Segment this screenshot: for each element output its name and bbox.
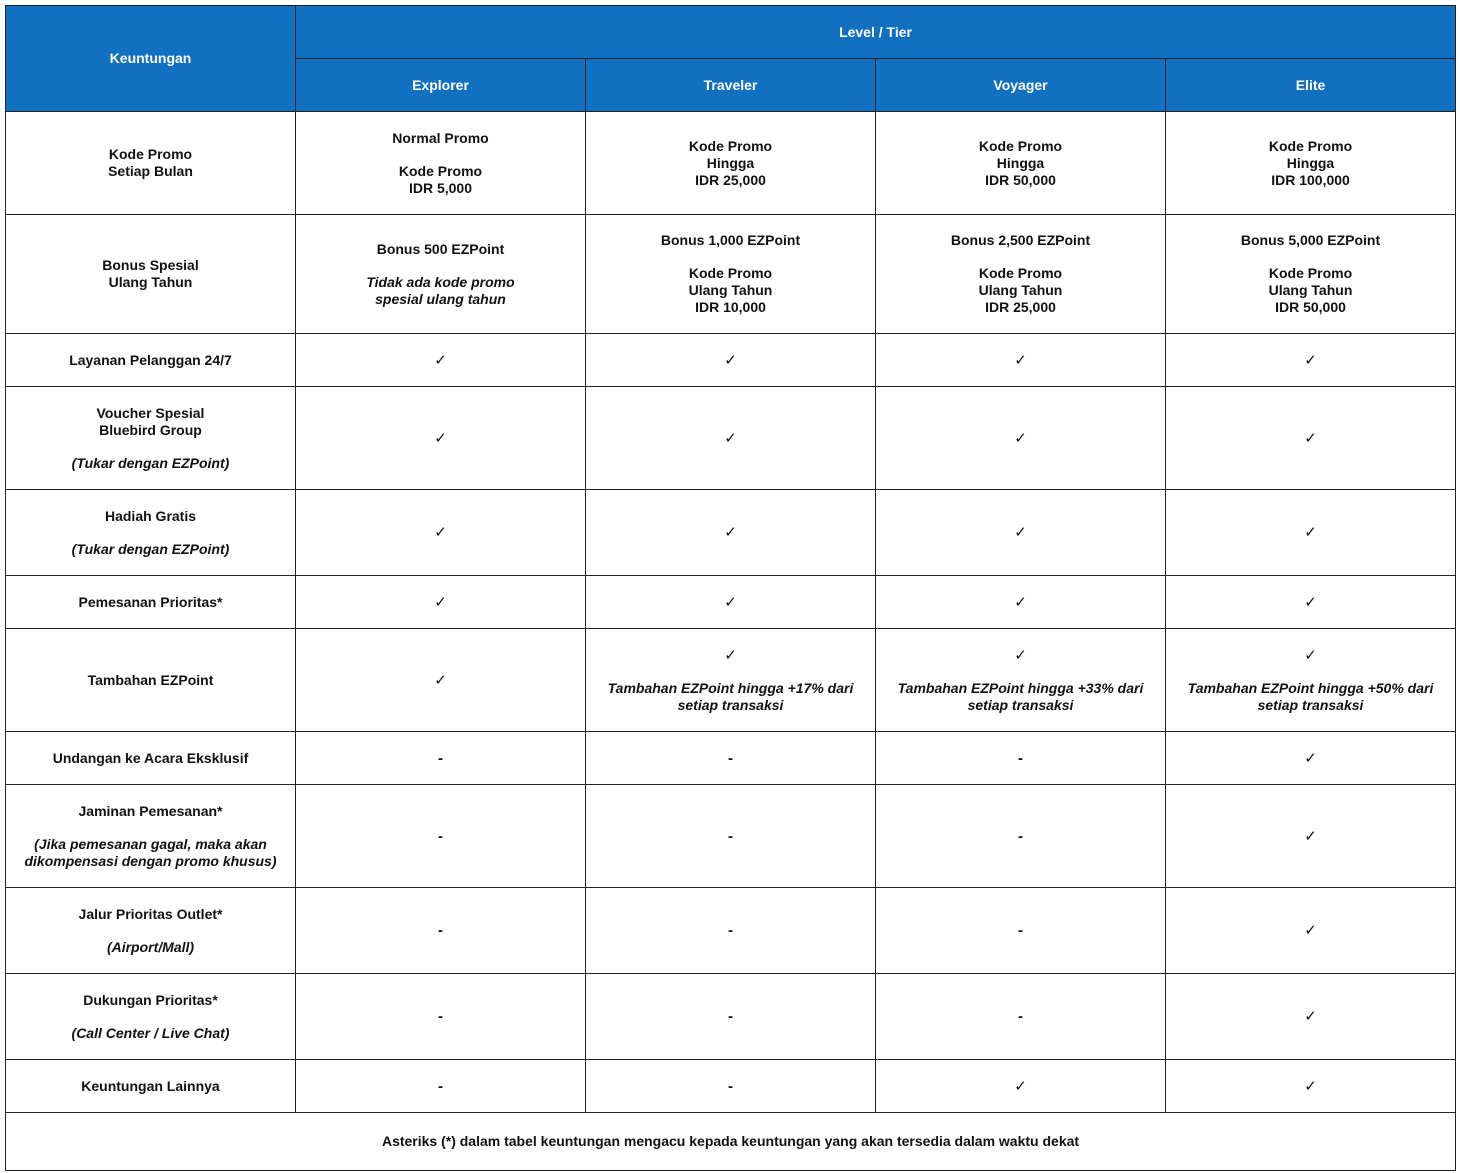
spacer [880, 249, 1161, 265]
spacer [10, 923, 291, 939]
benefit-cell [6, 629, 296, 732]
benefit-cell [6, 732, 296, 785]
benefit-cell [6, 215, 296, 334]
text-line: Hadiah Gratis [104, 507, 197, 524]
table-row [6, 1060, 1456, 1113]
checkmark-icon: ✓ [1014, 351, 1027, 369]
tier-cell-voyager [876, 629, 1166, 732]
benefit-cell [6, 387, 296, 490]
checkmark-icon: ✓ [1014, 524, 1027, 541]
checkmark-icon: ✓ [724, 593, 737, 611]
not-available-mark: - [438, 922, 443, 939]
tier-cell-voyager [876, 576, 1166, 629]
text-line: Layanan Pelanggan 24/7 [69, 351, 232, 368]
text-line: Ulang Tahun [108, 274, 193, 290]
not-available-mark: - [1018, 749, 1023, 767]
tier-cell-explorer [296, 387, 586, 490]
note-line: (Call Center / Live Chat) [71, 1024, 230, 1041]
note-line: Tambahan EZPoint hingga +50% dari [1187, 679, 1434, 696]
text-line: IDR 50,000 [1275, 299, 1346, 315]
spacer [880, 664, 1161, 680]
tier-cell-traveler [586, 888, 876, 974]
checkmark-icon: ✓ [1014, 429, 1027, 447]
checkmark-icon: ✓ [724, 646, 737, 664]
tier-cell-elite [1166, 732, 1456, 785]
text-line: Setiap Bulan [108, 163, 193, 179]
text-line: IDR 25,000 [985, 299, 1056, 315]
checkmark-icon: ✓ [1304, 749, 1317, 767]
not-available-mark: - [438, 1008, 443, 1025]
tier-cell-elite [1166, 112, 1456, 215]
spacer [300, 147, 581, 163]
tier-cell-voyager [876, 1060, 1166, 1113]
tier-cell-voyager [876, 490, 1166, 576]
tier-cell-explorer [296, 732, 586, 785]
note-line: (Airport/Mall) [106, 938, 195, 955]
footnote: Asteriks (*) dalam tabel keuntungan mengacu kepada keuntungan yang akan tersedia dalam waktu dekat [6, 1113, 1456, 1171]
text-line: Jaminan Pemesanan* [78, 802, 223, 819]
tier-cell-explorer [296, 112, 586, 215]
checkmark-icon: ✓ [1304, 351, 1317, 369]
text-line: Bonus 500 EZPoint [376, 240, 505, 257]
tier-cell-voyager [876, 888, 1166, 974]
note-line: dikompensasi dengan promo khusus) [24, 852, 277, 869]
table-row [6, 387, 1456, 490]
spacer [1170, 249, 1451, 265]
not-available-mark: - [438, 827, 443, 845]
text-line: Bonus 1,000 EZPoint [660, 232, 801, 248]
table-row [6, 112, 1456, 215]
benefit-cell [6, 112, 296, 215]
text-line: Kode Promo [398, 162, 483, 179]
tier-cell-elite [1166, 387, 1456, 490]
note-line: setiap transaksi [677, 696, 784, 713]
note-line: (Tukar dengan EZPoint) [71, 540, 230, 557]
tier-cell-explorer [296, 576, 586, 629]
text-line: Bonus 5,000 EZPoint [1240, 232, 1381, 248]
text-line: Ulang Tahun [1268, 282, 1353, 298]
tier-group-header: Level / Tier [296, 6, 1456, 59]
table-row [6, 974, 1456, 1060]
tier-cell-voyager [876, 974, 1166, 1060]
tier-cell-elite [1166, 974, 1456, 1060]
tier-header-voyager: Voyager [876, 59, 1166, 112]
not-available-mark: - [1018, 1008, 1023, 1025]
tier-benefits-table [5, 5, 1456, 1171]
text-line: Normal Promo [392, 129, 489, 146]
text-line: Kode Promo [108, 146, 193, 162]
text-line: Kode Promo [978, 265, 1063, 281]
tier-header-explorer: Explorer [296, 59, 586, 112]
spacer [590, 664, 871, 680]
tier-cell-traveler [586, 387, 876, 490]
checkmark-icon: ✓ [1014, 646, 1027, 664]
checkmark-icon: ✓ [434, 429, 447, 447]
table-row [6, 576, 1456, 629]
note-line: setiap transaksi [967, 696, 1074, 713]
tier-header-traveler: Traveler [586, 59, 876, 112]
text-line: IDR 100,000 [1271, 171, 1350, 188]
tier-cell-explorer [296, 1060, 586, 1113]
tier-cell-voyager [876, 334, 1166, 387]
table-row [6, 490, 1456, 576]
note-line: setiap transaksi [1257, 696, 1364, 713]
tier-cell-traveler [586, 576, 876, 629]
tier-cell-voyager [876, 732, 1166, 785]
tier-cell-explorer [296, 974, 586, 1060]
text-line: Tambahan EZPoint [87, 671, 214, 688]
checkmark-icon: ✓ [1304, 1008, 1317, 1025]
spacer [10, 525, 291, 541]
text-line: Ulang Tahun [978, 282, 1063, 298]
text-line: Dukungan Prioritas* [83, 991, 218, 1008]
spacer [10, 1009, 291, 1025]
checkmark-icon: ✓ [1304, 524, 1317, 541]
tier-cell-traveler [586, 490, 876, 576]
tier-cell-traveler [586, 629, 876, 732]
spacer [10, 820, 291, 836]
tier-header-elite: Elite [1166, 59, 1456, 112]
text-line: Kode Promo [688, 265, 773, 281]
text-line: Hingga [1286, 154, 1335, 171]
tier-cell-voyager [876, 112, 1166, 215]
tier-cell-explorer [296, 888, 586, 974]
tier-cell-elite [1166, 215, 1456, 334]
tier-cell-elite [1166, 576, 1456, 629]
tier-cell-elite [1166, 1060, 1456, 1113]
checkmark-icon: ✓ [434, 593, 447, 611]
checkmark-icon: ✓ [1304, 429, 1317, 447]
text-line: Bonus Spesial [102, 257, 199, 273]
text-line: Kode Promo [1268, 137, 1353, 154]
checkmark-icon: ✓ [724, 524, 737, 541]
tier-cell-elite [1166, 629, 1456, 732]
text-line: Jalur Prioritas Outlet* [78, 905, 223, 922]
note-line: Tambahan EZPoint hingga +33% dari [897, 679, 1144, 696]
note-line: Tambahan EZPoint hingga +17% dari [607, 679, 854, 696]
checkmark-icon: ✓ [1014, 593, 1027, 611]
table-row [6, 629, 1456, 732]
note-line: (Tukar dengan EZPoint) [71, 454, 230, 471]
note-line: (Jika pemesanan gagal, maka akan [34, 835, 267, 852]
not-available-mark: - [728, 827, 733, 845]
text-line: Kode Promo [978, 137, 1063, 154]
tier-cell-traveler [586, 974, 876, 1060]
tier-cell-traveler [586, 785, 876, 888]
tier-cell-explorer [296, 215, 586, 334]
tier-cell-voyager [876, 785, 1166, 888]
not-available-mark: - [1018, 922, 1023, 939]
checkmark-icon: ✓ [724, 429, 737, 447]
tier-cell-traveler [586, 732, 876, 785]
not-available-mark: - [728, 922, 733, 939]
table-row [6, 215, 1456, 334]
benefit-cell [6, 888, 296, 974]
tier-cell-traveler [586, 1060, 876, 1113]
text-line: Kode Promo [1268, 265, 1353, 281]
text-line: IDR 10,000 [695, 299, 766, 315]
not-available-mark: - [438, 1077, 443, 1095]
tier-cell-elite [1166, 334, 1456, 387]
text-line: Undangan ke Acara Eksklusif [52, 749, 249, 766]
not-available-mark: - [728, 749, 733, 767]
tier-cell-explorer [296, 334, 586, 387]
benefit-cell [6, 974, 296, 1060]
benefit-cell [6, 334, 296, 387]
not-available-mark: - [438, 749, 443, 767]
table-row [6, 888, 1456, 974]
text-line: Kode Promo [688, 137, 773, 154]
text-line: Ulang Tahun [688, 282, 773, 298]
text-line: IDR 50,000 [985, 171, 1056, 188]
spacer [590, 249, 871, 265]
tier-cell-traveler [586, 112, 876, 215]
tier-cell-elite [1166, 490, 1456, 576]
table-row [6, 785, 1456, 888]
checkmark-icon: ✓ [1304, 827, 1317, 845]
benefit-cell [6, 1060, 296, 1113]
table-row [6, 334, 1456, 387]
checkmark-icon: ✓ [1304, 922, 1317, 939]
text-line: Hingga [706, 154, 755, 171]
tier-cell-voyager [876, 387, 1166, 490]
tier-cell-traveler [586, 334, 876, 387]
benefit-column-header: Keuntungan [6, 6, 296, 112]
spacer [1170, 664, 1451, 680]
text-line: Voucher Spesial [96, 404, 205, 421]
text-line: IDR 5,000 [408, 179, 473, 196]
checkmark-icon: ✓ [434, 524, 447, 541]
checkmark-icon: ✓ [1304, 593, 1317, 611]
checkmark-icon: ✓ [1014, 1077, 1027, 1095]
text-line: Hingga [996, 154, 1045, 171]
not-available-mark: - [728, 1077, 733, 1095]
note-line: spesial ulang tahun [375, 290, 506, 307]
text-line: Pemesanan Prioritas* [78, 593, 223, 610]
text-line: Keuntungan Lainnya [81, 1077, 220, 1094]
note-line: Tidak ada kode promo [366, 273, 515, 290]
checkmark-icon: ✓ [434, 351, 447, 369]
benefit-cell [6, 576, 296, 629]
checkmark-icon: ✓ [724, 351, 737, 369]
spacer [300, 258, 581, 274]
text-line: Bonus 2,500 EZPoint [950, 232, 1091, 248]
text-line: IDR 25,000 [695, 171, 766, 188]
benefit-cell [6, 490, 296, 576]
checkmark-icon: ✓ [1304, 1077, 1317, 1095]
checkmark-icon: ✓ [1304, 646, 1317, 664]
tier-cell-traveler [586, 215, 876, 334]
tier-cell-explorer [296, 785, 586, 888]
text-line: Bluebird Group [99, 421, 202, 438]
table-row [6, 732, 1456, 785]
benefit-cell [6, 785, 296, 888]
spacer [10, 439, 291, 455]
tier-cell-explorer [296, 629, 586, 732]
tier-cell-elite [1166, 785, 1456, 888]
tier-cell-voyager [876, 215, 1166, 334]
not-available-mark: - [1018, 827, 1023, 845]
checkmark-icon: ✓ [434, 671, 447, 689]
tier-cell-explorer [296, 490, 586, 576]
tier-cell-elite [1166, 888, 1456, 974]
not-available-mark: - [728, 1008, 733, 1025]
table-body [6, 112, 1456, 1113]
